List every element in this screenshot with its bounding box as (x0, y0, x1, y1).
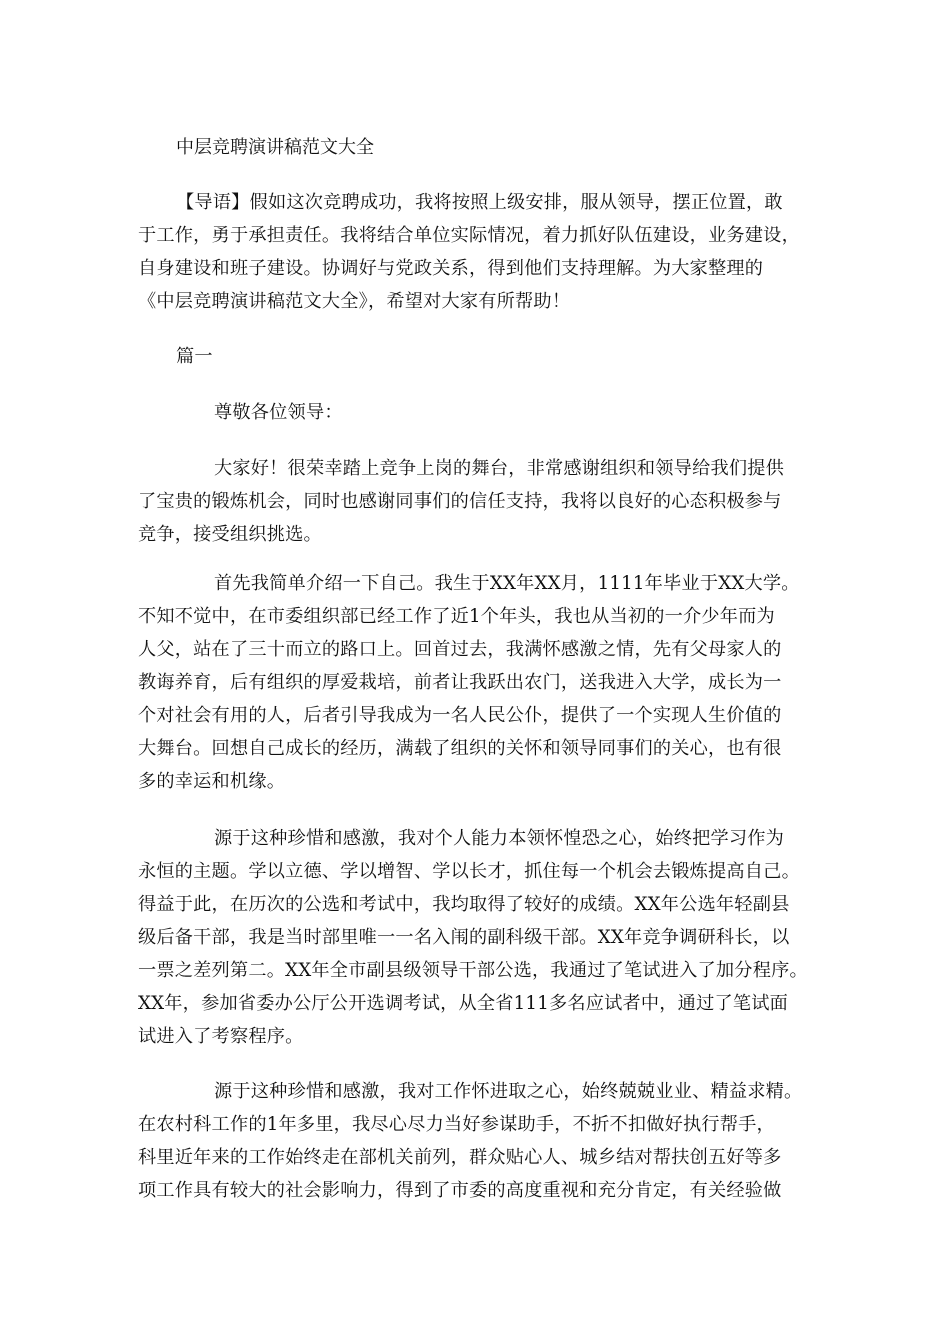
paragraph-line: 竞争，接受组织挑选。 (138, 524, 322, 545)
section-label: 篇一 (176, 346, 213, 367)
paragraph-line: 源于这种珍惜和感激，我对个人能力本领怀惶恐之心，始终把学习作为 (214, 828, 785, 849)
paragraph-line: 不知不觉中，在市委组织部已经工作了近1个年头，我也从当初的一介少年而为 (138, 606, 775, 627)
intro-line: 自身建设和班子建设。协调好与党政关系，得到他们支持理解。为大家整理的 (138, 258, 764, 279)
paragraph-line: 多的幸运和机缘。 (138, 771, 286, 792)
paragraph-2 (138, 567, 818, 798)
paragraph-4 (138, 1075, 818, 1207)
paragraph-1 (138, 452, 818, 551)
paragraph-line: 在农村科工作的1年多里，我尽心尽力当好参谋助手，不折不扣做好执行帮手， (138, 1114, 775, 1135)
paragraph-line: 永恒的主题。学以立德、学以增智、学以长才，抓住每一个机会去锻炼提高自己。 (138, 861, 800, 882)
paragraph-line: 得益于此，在历次的公选和考试中，我均取得了较好的成绩。XX年公选年轻副县 (138, 894, 790, 915)
salutation (138, 396, 818, 429)
paragraph-line: 大舞台。回想自己成长的经历，满载了组织的关怀和领导同事们的关心，也有很 (138, 738, 782, 759)
paragraph-line: 一票之差列第二。XX年全市副县级领导干部公选，我通过了笔试进入了加分程序。 (138, 960, 808, 981)
paragraph-3 (138, 822, 818, 1053)
paragraph-line: 试进入了考察程序。 (138, 1026, 304, 1047)
intro-paragraph (138, 186, 818, 318)
document-title: 中层竞聘演讲稿范文大全 (176, 137, 374, 158)
paragraph-line: 大家好！很荣幸踏上竞争上岗的舞台，非常感谢组织和领导给我们提供 (214, 458, 785, 479)
paragraph-line: 科里近年来的工作始终走在部机关前列，群众贴心人、城乡结对帮扶创五好等多 (138, 1147, 782, 1168)
section-heading (138, 340, 818, 373)
paragraph-line: XX年，参加省委办公厅公开选调考试，从全省111多名应试者中，通过了笔试面 (138, 993, 789, 1014)
paragraph-line: 个对社会有用的人，后者引导我成为一名人民公仆，提供了一个实现人生价值的 (138, 705, 782, 726)
paragraph-line: 源于这种珍惜和感激，我对工作怀进取之心，始终兢兢业业、精益求精。 (214, 1081, 803, 1102)
paragraph-line: 首先我简单介绍一下自己。我生于XX年XX月，1111年毕业于XX大学。 (214, 573, 800, 594)
paragraph-line: 项工作具有较大的社会影响力，得到了市委的高度重视和充分肯定，有关经验做 (138, 1180, 782, 1201)
paragraph-line: 级后备干部，我是当时部里唯一一名入闱的副科级干部。XX年竞争调研科长，以 (138, 927, 790, 948)
intro-line: 【导语】假如这次竞聘成功，我将按照上级安排，服从领导，摆正位置，敢 (176, 192, 783, 213)
intro-line: 《中层竞聘演讲稿范文大全》，希望对大家有所帮助！ (138, 291, 571, 312)
paragraph-line: 人父，站在了三十而立的路口上。回首过去，我满怀感激之情，先有父母家人的 (138, 639, 782, 660)
paragraph-line: 教诲养育，后有组织的厚爱栽培，前者让我跃出农门，送我进入大学，成长为一 (138, 672, 782, 693)
paragraph-line: 了宝贵的锻炼机会，同时也感谢同事们的信任支持，我将以良好的心态积极参与 (138, 491, 782, 512)
salutation-text: 尊敬各位领导： (214, 402, 343, 423)
intro-line: 于工作，勇于承担责任。我将结合单位实际情况，着力抓好队伍建设，业务建设， (138, 225, 800, 246)
